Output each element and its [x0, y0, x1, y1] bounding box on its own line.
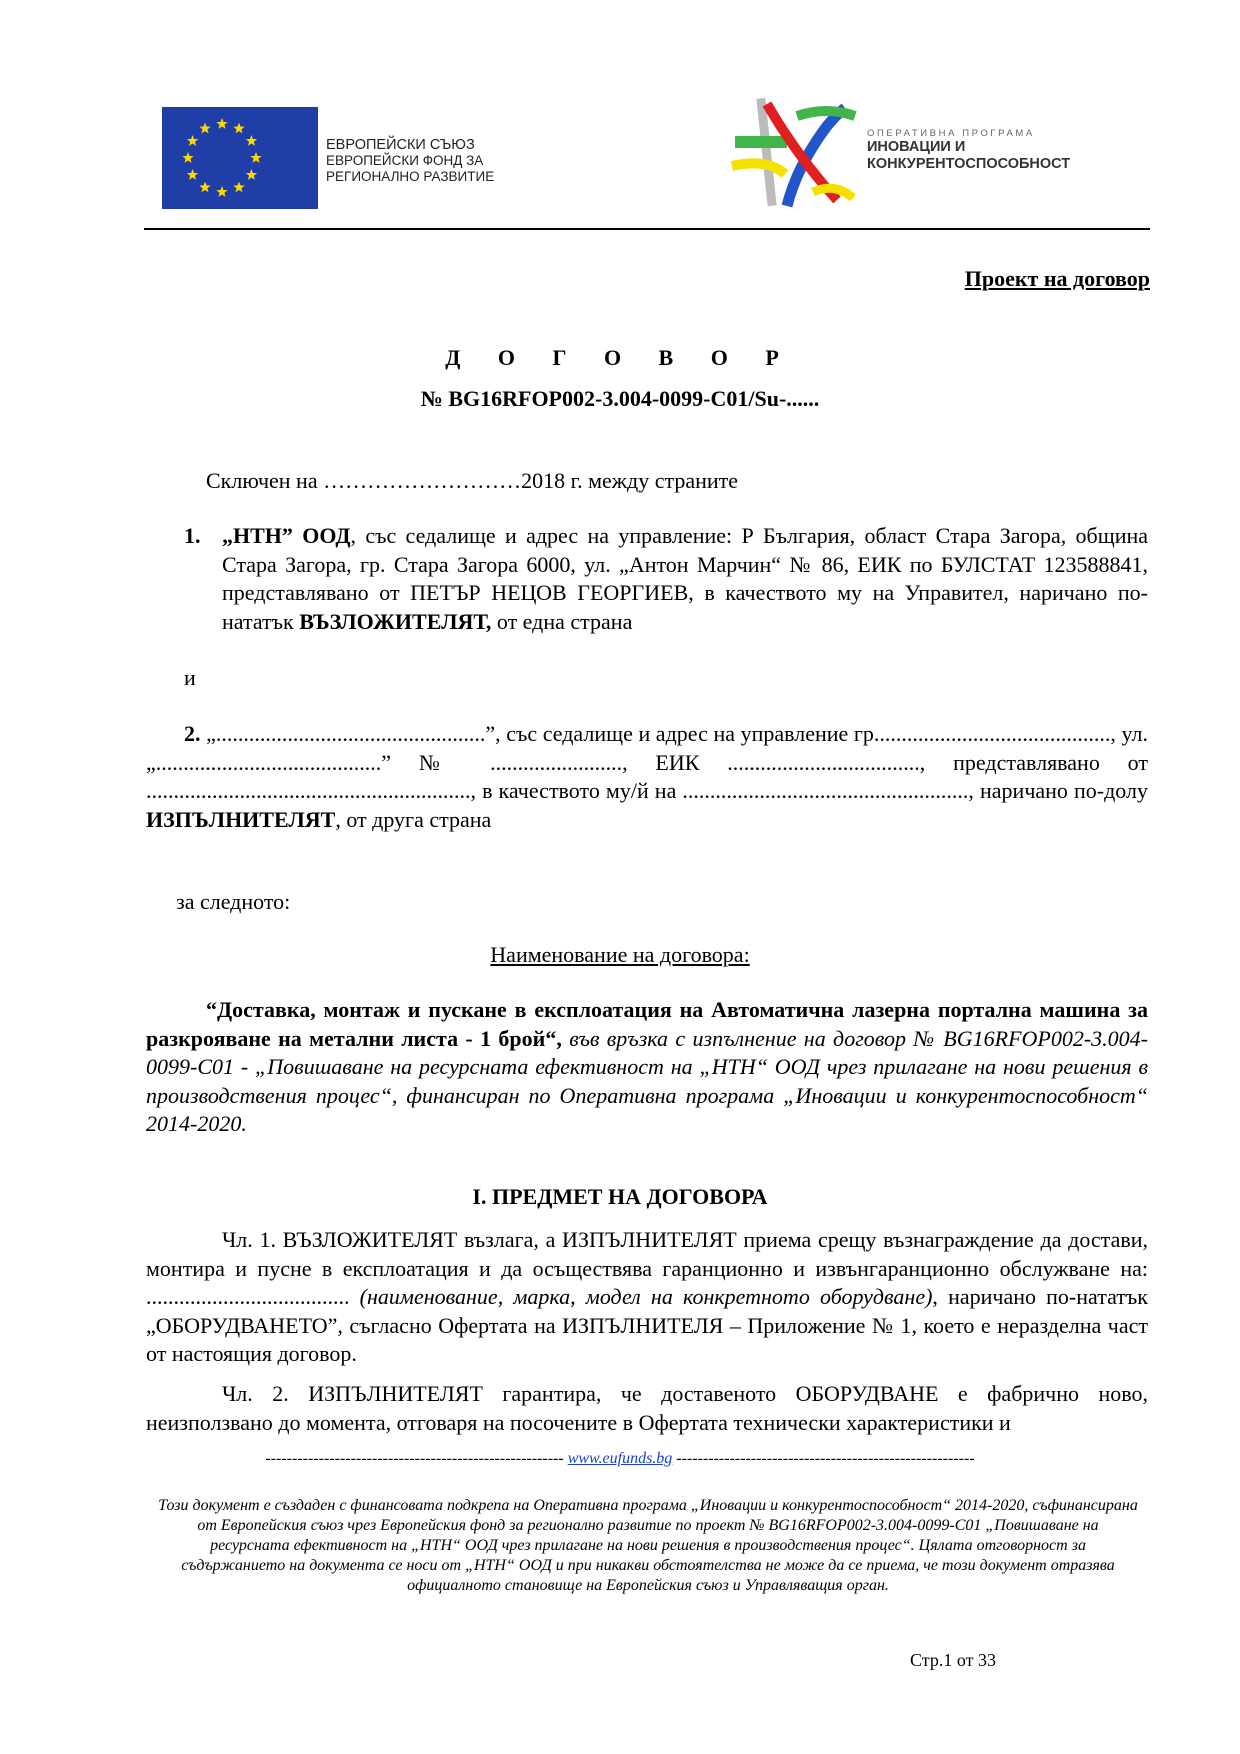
contract-name-heading: Наименование на договора:	[490, 942, 750, 967]
party2-text: „.................................................”, със седалище и адрес на управление гр..........................................., ул. „.........................................” № ........................, ЕИК ..................................., представлявано от ..........................................................., в качеството му/й на ...................................................., наричано по-долу	[146, 721, 1148, 803]
op-program-label: ОПЕРАТИВНА ПРОГРАМА	[867, 128, 1035, 139]
subject-italic: във връзка с изпълнение на договор № BG16RFOP002-3.004-0099-C01 - „Повишаване на ресурсната ефективност на „НТН“ ООД чрез прилагане на нови решения в производствения процес“, финансиран по Оперативна програма „Иновации и конкурентоспособност“ 2014-2020.	[146, 1025, 1148, 1136]
party1-paragraph	[222, 522, 1148, 636]
op-logo-text	[867, 128, 1070, 173]
footer-separator	[0, 1450, 1240, 1468]
footer-funding-note: Този документ е създаден с финансовата подкрепа на Оперативна програма „Иновации и конкурентоспособност“ 2014-2020, съфинансирана от Европейския съюз чрез Европейския фонд за регионално развитие по проект № BG16RFOP002-3.004-0099-C01 „Повишаване на ресурсната ефективност на „НТН“ ООД чрез прилагане на нови решения в производствения процес“. Цялата отговорност за съдържанието на документа се носи от „НТН“ ООД и при никакви обстоятелства не може да се приема, че този документ отразява официалното становище на Европейския съюз и Управляващия орган.	[158, 1497, 1138, 1594]
op-name-line: ИНОВАЦИИ И	[867, 139, 966, 155]
party1-text: , със седалище и адрес на управление: Р България, област Стара Загора, община Стара Загора, гр. Стара Загора 6000, ул. „Антон Марчин“ № 86, ЕИК по БУЛСТАТ 123588841, представлявано от ПЕТЪР НЕЦОВ ГЕОРГИЕВ, в качеството му на Управител, наричано по-нататък	[222, 523, 1149, 634]
party1-tail: от една страна	[491, 608, 633, 634]
article1-italic: (наименование, марка, модел на конкретното оборудване)	[349, 1284, 933, 1309]
contract-number: № BG16RFOP002-3.004-0099-C01/Su-......	[420, 386, 820, 411]
party2-number: 2.	[184, 721, 201, 746]
footer-dashes: --------------------------------------------------------	[265, 1450, 564, 1467]
subject-bold: “Доставка, монтаж и пускане в експлоатация на Автоматична лазерна портална машина за разкрояване на метални листа - 1 брой“,	[146, 997, 1148, 1051]
article-1	[146, 1226, 1148, 1369]
and-word: и	[184, 665, 196, 690]
party2-tail: , от друга страна	[335, 806, 492, 832]
for-the-following: за следното:	[176, 889, 291, 914]
eu-text-line: РЕГИОНАЛНО РАЗВИТИЕ	[326, 169, 495, 184]
footer-dashes: --------------------------------------------------------	[676, 1450, 975, 1467]
party2-role: ИЗПЪЛНИТЕЛЯТ	[146, 806, 336, 832]
article-2: Чл. 2. ИЗПЪЛНИТЕЛЯТ гарантира, че доставеното ОБОРУДВАНЕ е фабрично ново, неизползвано до момента, отговаря на посочените в Офертата технически характеристики и	[146, 1381, 1148, 1435]
eu-logo-text	[326, 137, 494, 185]
article1-tail: , наричано по-нататък „ОБОРУДВАНЕТО”, съгласно Офертата на ИЗПЪЛНИТЕЛЯ – Приложение № 1, което е неразделна част от настоящия договор.	[146, 1284, 1148, 1366]
party1-number: 1.	[184, 523, 201, 548]
page-number: Стр.1 от 33	[910, 1650, 996, 1670]
party1-role: ВЪЗЛОЖИТЕЛЯТ,	[299, 608, 492, 634]
eufunds-link[interactable]: www.eufunds.bg	[567, 1450, 673, 1467]
concluded-line: Сключен на ………………………2018 г. между страните	[206, 468, 739, 493]
project-label: Проект на договор	[964, 266, 1150, 291]
party2-paragraph	[146, 720, 1148, 834]
party1-name: „НТН” ООД	[222, 523, 351, 548]
eu-text-line: ЕВРОПЕЙСКИ СЪЮЗ	[326, 137, 475, 153]
document-title: Д О Г О В О Р	[445, 345, 795, 370]
header-divider	[144, 228, 1150, 230]
section-title: I. ПРЕДМЕТ НА ДОГОВОРА	[472, 1184, 768, 1209]
eu-stars-icon	[162, 107, 318, 209]
op-innovations-logo-icon	[727, 96, 862, 208]
op-name-line: КОНКУРЕНТОСПОСОБНОСТ	[867, 156, 1071, 172]
eu-flag-logo	[162, 107, 318, 209]
article1-text: Чл. 1. ВЪЗЛОЖИТЕЛЯТ възлага, а ИЗПЪЛНИТЕЛЯТ приема срещу възнаграждение да достави, монтира и пусне в експлоатация и да осъществява гаранционно и извънгаранционно обслужване на: .....................................	[146, 1227, 1148, 1309]
eu-text-line: ЕВРОПЕЙСКИ ФОНД ЗА	[326, 153, 484, 168]
contract-subject	[146, 996, 1148, 1139]
